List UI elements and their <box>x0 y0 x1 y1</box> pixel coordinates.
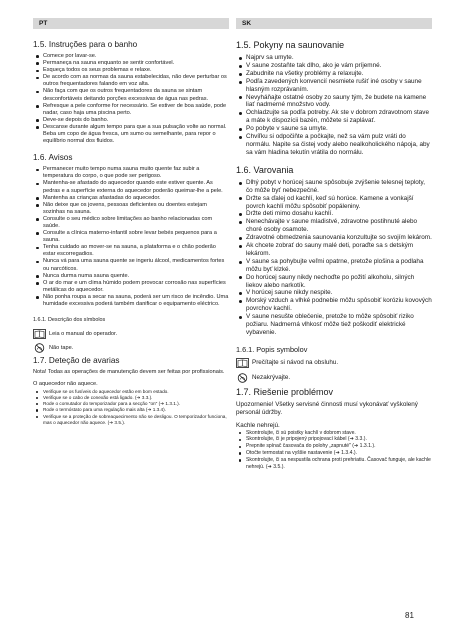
list-item: Nevyháňajte ostatné osoby zo sauny tým, že budete na kamene liať nadmerné množstvo vody. <box>236 94 432 110</box>
list-item: Nenechávajte v saune mladistvé, zdravotne postihnuté alebo choré osoby osamote. <box>236 218 432 234</box>
column-pt <box>33 40 229 426</box>
no-cover-icon <box>33 343 46 353</box>
list-pt-1-7 <box>33 389 229 427</box>
note-pt: Nota! Todas as operações de manutenção devem ser feitas por profissionais. <box>33 369 225 376</box>
section-title-sk-1-5: 1.5. Pokyny na saunovanie <box>236 40 345 50</box>
list-item: Esqueça todos os seus problemas e relaxe. <box>33 67 229 74</box>
list-item: Prepnite spínač časovača do polohy „zapnuté" (➔ 1.3.1.). <box>236 443 432 450</box>
list-item: Zdravotné obmedzenia saunovania konzultujte so svojím lekárom. <box>236 234 432 242</box>
list-item: Tenha cuidado ao mover-se na sauna, a plataforma e o chão poderão estar escorregadios. <box>33 244 229 258</box>
no-cover-icon <box>236 373 249 383</box>
list-item: Rode o termóstato para uma regulação mais alta (➔ 1.3.4). <box>33 407 229 413</box>
section-title-sk-1-6: 1.6. Varovania <box>236 164 294 175</box>
list-item: Verifique se a proteção de sobreaquecimento não se desligou. O temporizador funciona, mas o aquecedor não aquece. (➔ 3.5.). <box>33 414 229 427</box>
page-number: 81 <box>405 611 414 620</box>
list-item: Najprv sa umyte. <box>236 54 432 62</box>
list-item: V saune sa pohybujte veľmi opatrne, pretože plošina a podlaha môžu byť klzké. <box>236 258 432 274</box>
symbol-row-read-manual-pt <box>33 328 229 339</box>
list-item: Do horúcej sauny nikdy nechoďte po požití alkoholu, silných liekov alebo narkotík. <box>236 274 432 290</box>
list-item: Podľa zavedených konvencií nesmiete rušiť iné osoby v saune hlasným rozprávaním. <box>236 78 432 94</box>
list-sk-1-5 <box>236 54 432 157</box>
list-item: Skontrolujte, či je pripojený pripojovací kábel (➔ 3.3.). <box>236 436 432 443</box>
list-item: Ochladzujte sa podľa potreby. Ak ste v dobrom zdravotnom stave a máte k dispozícii bazén, môžete si zaplávať. <box>236 109 432 125</box>
symbol-text: Nezakrývajte. <box>252 374 291 382</box>
section-title-pt-1-6: 1.6. Avisos <box>33 153 73 163</box>
section-title-sk-1-6-1: 1.6.1. Popis symbolov <box>236 344 308 354</box>
list-item: Não faça com que os outros frequentadores da sauna se sintam desconfortáveis deitando porções excessivas de água nas pedras. <box>33 88 229 102</box>
list-item: Zabudnite na všetky problémy a relaxujte. <box>236 70 432 78</box>
note-sk: Upozornenie! Všetky servisné činnosti musí vykonávať vyškolený personál údržby. <box>236 400 418 416</box>
list-item: V horúcej saune nikdy nespite. <box>236 289 432 297</box>
list-item: Verifique se o cabo de conexão está ligado. (➔ 3.3.). <box>33 395 229 401</box>
section-title-pt-1-5: 1.5. Instruções para o banho <box>33 40 138 49</box>
list-item: Verifique se os fusíveis do aquecedor estão em bom estado. <box>33 389 229 395</box>
list-sk-1-6 <box>236 179 432 337</box>
list-sk-1-7 <box>236 430 432 471</box>
list-item: Mantenha as crianças afastadas do aquecedor. <box>33 195 229 202</box>
list-item: Skontrolujte, či sú poistky kachlí v dobrom stave. <box>236 430 432 437</box>
list-item: Morský vzduch a vlhké podnebie môžu spôsobiť koróziu kovových povrchov kachlí. <box>236 297 432 313</box>
list-item: Skontrolujte, či sa nespustila ochrana proti prehriatiu. Časovač funguje, ale kachle nehrejú. (➔ 3.5.). <box>236 457 432 471</box>
list-item: Chvíľku si odpočiňte a počkajte, než sa vám pulz vráti do normálu. Napite sa čistej vody alebo nealkoholického nápoja, aby sa vám hladina tekutín vrátila do normálu. <box>236 133 432 157</box>
subtitle-sk: Kachle nehrejú. <box>236 421 280 429</box>
symbol-row-do-not-cover-pt <box>33 342 229 353</box>
list-item: Refresque a pele conforme for necessário. Se estiver de boa saúde, pode nadar, caso haja uma piscina perto. <box>33 103 229 117</box>
book-icon <box>236 358 249 368</box>
list-item: Držte sa ďalej od kachlí, keď sú horúce. Kamene a vonkajší povrch kachlí môžu spôsobiť popáleniny. <box>236 195 432 211</box>
list-item: Comece por lavar-se. <box>33 53 229 60</box>
symbol-row-read-manual-sk <box>236 357 432 369</box>
list-item: Descanse durante algum tempo para que a sua pulsação volte ao normal. Beba um copo de água fresca, um sumo ou semelhante, para repor o equilíbrio normal dos fluidos. <box>33 124 229 145</box>
list-pt-1-5 <box>33 53 229 145</box>
list-item: Não ponha roupa a secar na sauna, poderá ser um risco de incêndio. Uma humidade excessiva poderá também danificar o equipamento eléctrico. <box>33 294 229 308</box>
list-item: Dlhý pobyt v horúcej saune spôsobuje zvýšenie telesnej teploty, čo môže byť nebezpečné. <box>236 179 432 195</box>
section-title-pt-1-6-1: 1.6.1. Descrição dos símbolos <box>33 317 106 324</box>
list-item: Nunca vá para uma sauna quente se ingeriu álcool, medicamentos fortes ou narcóticos. <box>33 258 229 272</box>
subtitle-pt: O aquecedor não aquece. <box>33 381 98 388</box>
list-item: Po pobyte v saune sa umyte. <box>236 125 432 133</box>
list-item: Permanecer muito tempo numa sauna muito quente faz subir a temperatura do corpo, o que pode ser perigoso. <box>33 166 229 180</box>
list-item: Consulte a clínica materno-infantil sobre levar bebés pequenos para a sauna. <box>33 230 229 244</box>
list-item: Ak chcete zobrať do sauny malé deti, poraďte sa s detským lekárom. <box>236 242 432 258</box>
symbol-text: Prečítajte si návod na obsluhu. <box>252 359 339 367</box>
symbol-text: Não tape. <box>49 344 74 351</box>
list-pt-1-6 <box>33 166 229 308</box>
language-tab-pt: PT <box>33 18 229 29</box>
book-icon <box>33 329 46 339</box>
column-sk <box>236 40 432 470</box>
list-item: De acordo com as normas da sauna estabelecidas, não deve perturbar os outros frequentadores falando em voz alta. <box>33 74 229 88</box>
list-item: Držte deti mimo dosahu kachlí. <box>236 210 432 218</box>
symbol-row-do-not-cover-sk <box>236 372 432 384</box>
list-item: V saune nesušte oblečenie, pretože to môže spôsobiť riziko požiaru. Nadmerná vlhkosť môže tiež poškodiť elektrické vybavenie. <box>236 313 432 337</box>
list-item: O ar do mar e um clima húmido podem provocar corrosão nas superfícies metálicas do aquecedor. <box>33 280 229 294</box>
list-item: Mantenha-se afastado do aquecedor quando este estiver quente. As pedras e a superfície externa do aquecedor poderão queimar-lhe a pele. <box>33 180 229 194</box>
language-tab-sk: SK <box>236 18 432 29</box>
symbol-text: Leia o manual do operador. <box>49 330 118 337</box>
list-item: Rode o comutador do temporizador para a secção "on" (➔ 1.3.1.). <box>33 401 229 407</box>
list-item: Permaneça na sauna enquanto se sentir confortável. <box>33 60 229 67</box>
section-title-pt-1-7: 1.7. Deteção de avarias <box>33 356 120 366</box>
list-item: Consulte o seu médico sobre limitações ao banho relacionadas com saúde. <box>33 216 229 230</box>
section-title-sk-1-7: 1.7. Riešenie problémov <box>236 386 334 397</box>
list-item: Nunca durma numa sauna quente. <box>33 273 229 280</box>
list-item: Não deixe que os jovens, pessoas deficientes ou doentes estejam sozinhas na sauna. <box>33 202 229 216</box>
list-item: Deve-se depois do banho. <box>33 117 229 124</box>
list-item: Otočte termostat na vyššie nastavenie (➔ 1.3.4.). <box>236 450 432 457</box>
list-item: V saune zostaňte tak dlho, ako je vám príjemné. <box>236 62 432 70</box>
